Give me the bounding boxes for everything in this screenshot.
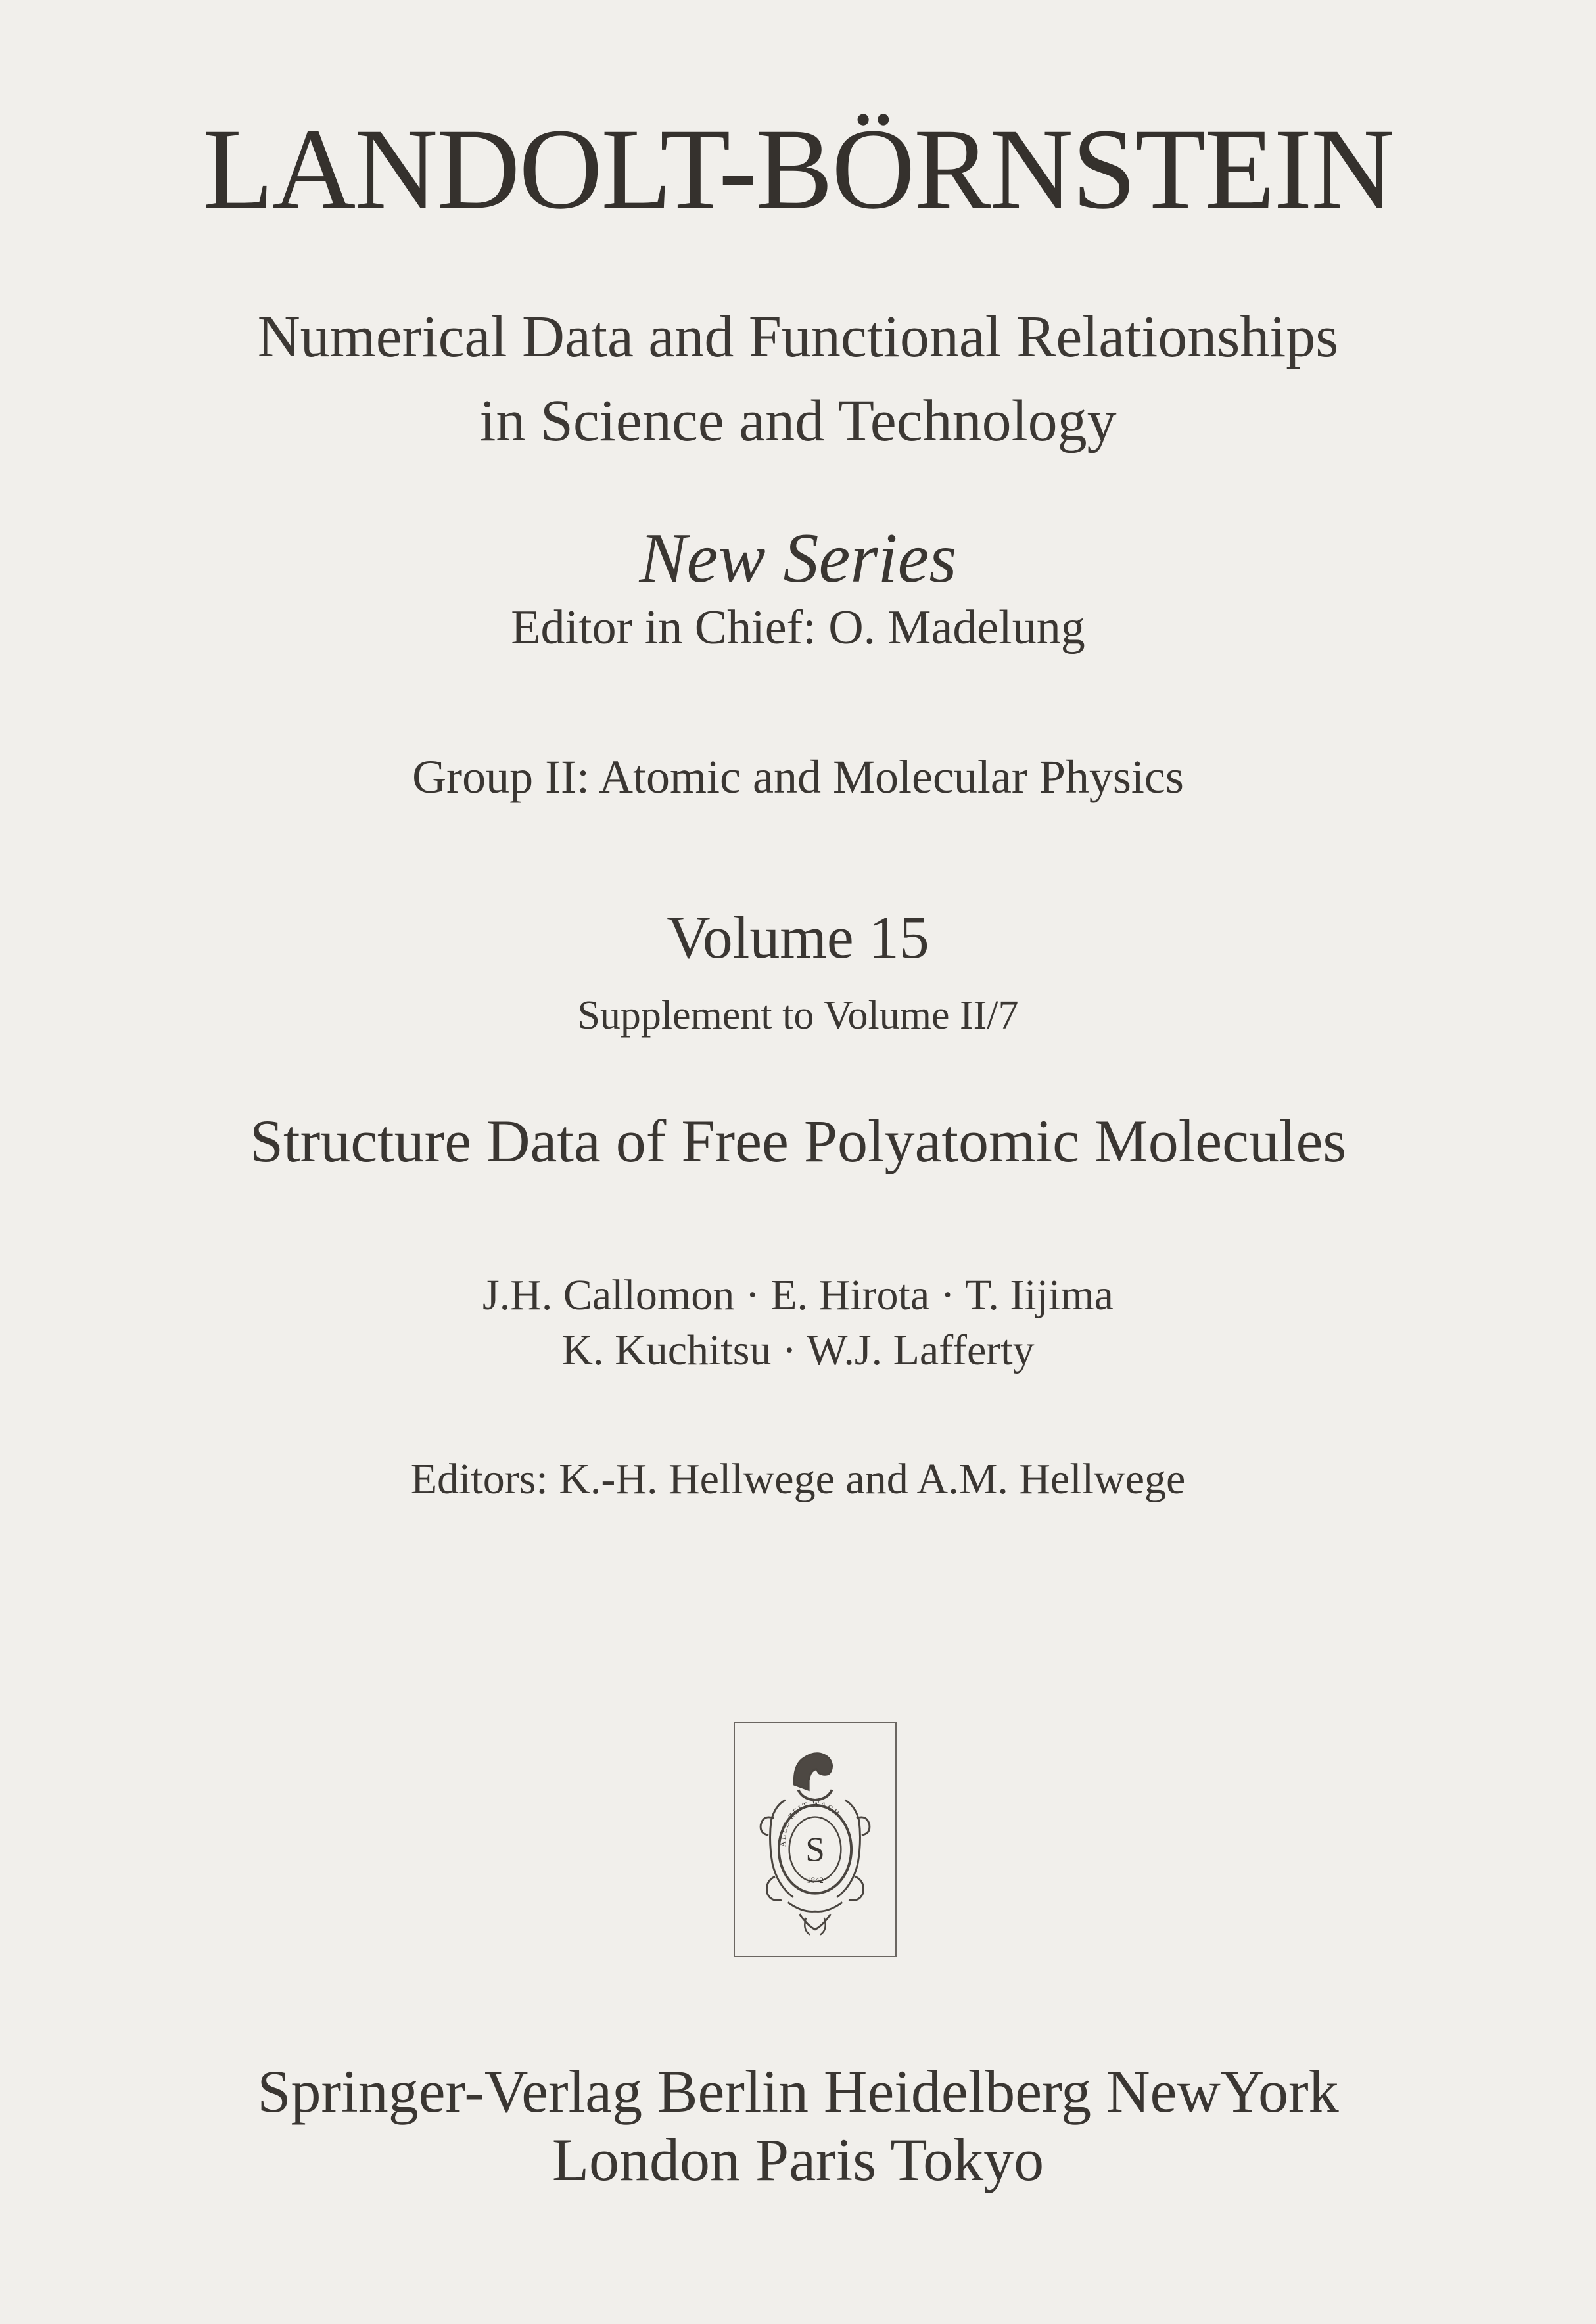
publisher-line-1: Springer-Verlag Berlin Heidelberg NewYork <box>257 2058 1339 2125</box>
editor-in-chief: Editor in Chief: O. Madelung <box>511 601 1085 655</box>
volume-number: Volume 15 <box>667 904 929 971</box>
springer-knight-icon <box>735 1723 895 1956</box>
logo-initial: S <box>805 1830 825 1869</box>
book-title: Structure Data of Free Polyatomic Molecules <box>249 1107 1347 1174</box>
group-title: Group II: Atomic and Molecular Physics <box>412 751 1184 803</box>
springer-logo <box>734 1722 897 1957</box>
subtitle-line-2: in Science and Technology <box>479 388 1117 453</box>
authors-line-1: J.H. Callomon · E. Hirota · T. Iijima <box>482 1271 1114 1319</box>
subtitle-line-1: Numerical Data and Functional Relationships <box>257 304 1339 369</box>
publisher-line-2: London Paris Tokyo <box>552 2126 1044 2193</box>
authors-line-2: K. Kuchitsu · W.J. Lafferty <box>561 1326 1035 1374</box>
volume-supplement: Supplement to Volume II/7 <box>577 993 1019 1038</box>
logo-year: 1842 <box>807 1875 824 1885</box>
logo-ring-text: ALLE ZEIT WACH <box>778 1798 842 1848</box>
main-title: LANDOLT-BÖRNSTEIN <box>202 105 1394 233</box>
editors-line: Editors: K.-H. Hellwege and A.M. Hellwege <box>410 1455 1186 1503</box>
series-title: New Series <box>639 519 957 597</box>
